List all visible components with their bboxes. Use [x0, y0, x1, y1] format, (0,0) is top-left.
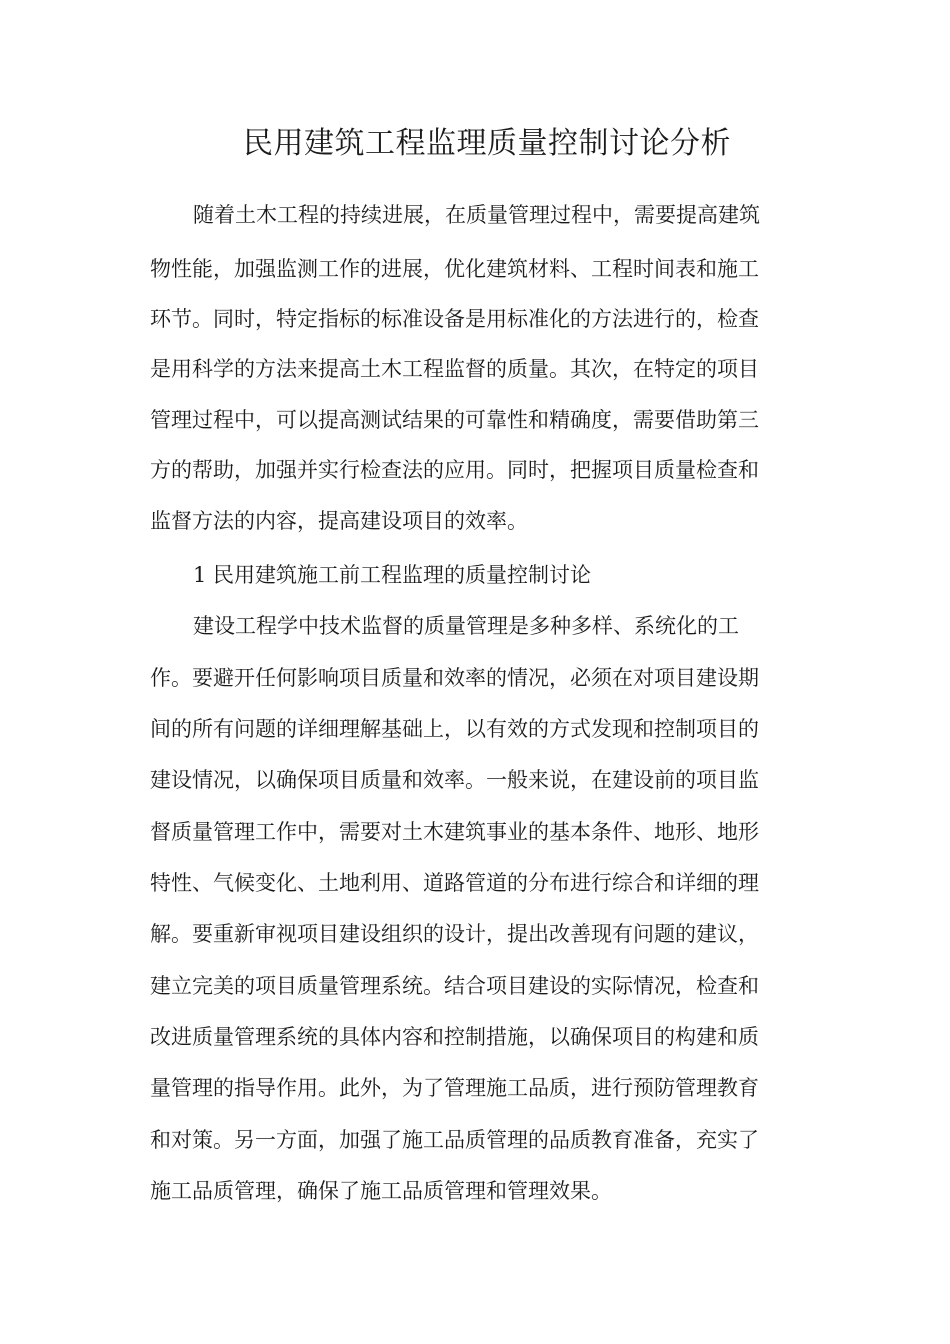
paragraph2-line: 解。要重新审视项目建设组织的设计，提出改善现有问题的建议， — [150, 922, 759, 946]
paragraph2-line: 建设工程学中技术监督的质量管理是多种多样、系统化的工 — [193, 614, 739, 638]
paragraph2-line: 改进质量管理系统的具体内容和控制措施，以确保项目的构建和质 — [150, 1025, 759, 1049]
paragraph1-line: 环节。同时，特定指标的标准设备是用标准化的方法进行的，检查 — [150, 307, 759, 331]
paragraph1-line: 方的帮助，加强并实行检查法的应用。同时，把握项目质量检查和 — [150, 458, 759, 482]
paragraph1-line: 监督方法的内容，提高建设项目的效率。 — [150, 509, 528, 533]
paragraph2-line: 建立完美的项目质量管理系统。结合项目建设的实际情况，检查和 — [150, 974, 759, 998]
paragraph2-line: 和对策。另一方面，加强了施工品质管理的品质教育准备，充实了 — [150, 1128, 759, 1152]
paragraph2-line: 施工品质管理，确保了施工品质管理和管理效果。 — [150, 1179, 612, 1203]
paragraph1-line: 管理过程中，可以提高测试结果的可靠性和精确度，需要借助第三 — [150, 408, 759, 432]
paragraph2-line: 建设情况，以确保项目质量和效率。一般来说，在建设前的项目监 — [150, 768, 759, 792]
paragraph2-line: 间的所有问题的详细理解基础上，以有效的方式发现和控制项目的 — [150, 717, 759, 741]
paragraph1-line: 随着土木工程的持续进展，在质量管理过程中，需要提高建筑 — [193, 203, 760, 227]
paragraph2-line: 特性、气候变化、土地利用、道路管道的分布进行综合和详细的理 — [150, 871, 759, 895]
paragraph2-line: 督质量管理工作中，需要对土木建筑事业的基本条件、地形、地形 — [150, 820, 759, 844]
paragraph2-line: 作。要避开任何影响项目质量和效率的情况，必须在对项目建设期 — [150, 666, 759, 690]
paragraph1-line: 是用科学的方法来提高土木工程监督的质量。其次，在特定的项目 — [150, 357, 759, 381]
section-heading: 1 民用建筑施工前工程监理的质量控制讨论 — [193, 563, 592, 587]
document-title: 民用建筑工程监理质量控制讨论分析 — [243, 126, 731, 161]
paragraph1-line: 物性能，加强监测工作的进展，优化建筑材料、工程时间表和施工 — [150, 257, 759, 281]
paragraph2-line: 量管理的指导作用。此外，为了管理施工品质，进行预防管理教育 — [150, 1076, 759, 1100]
